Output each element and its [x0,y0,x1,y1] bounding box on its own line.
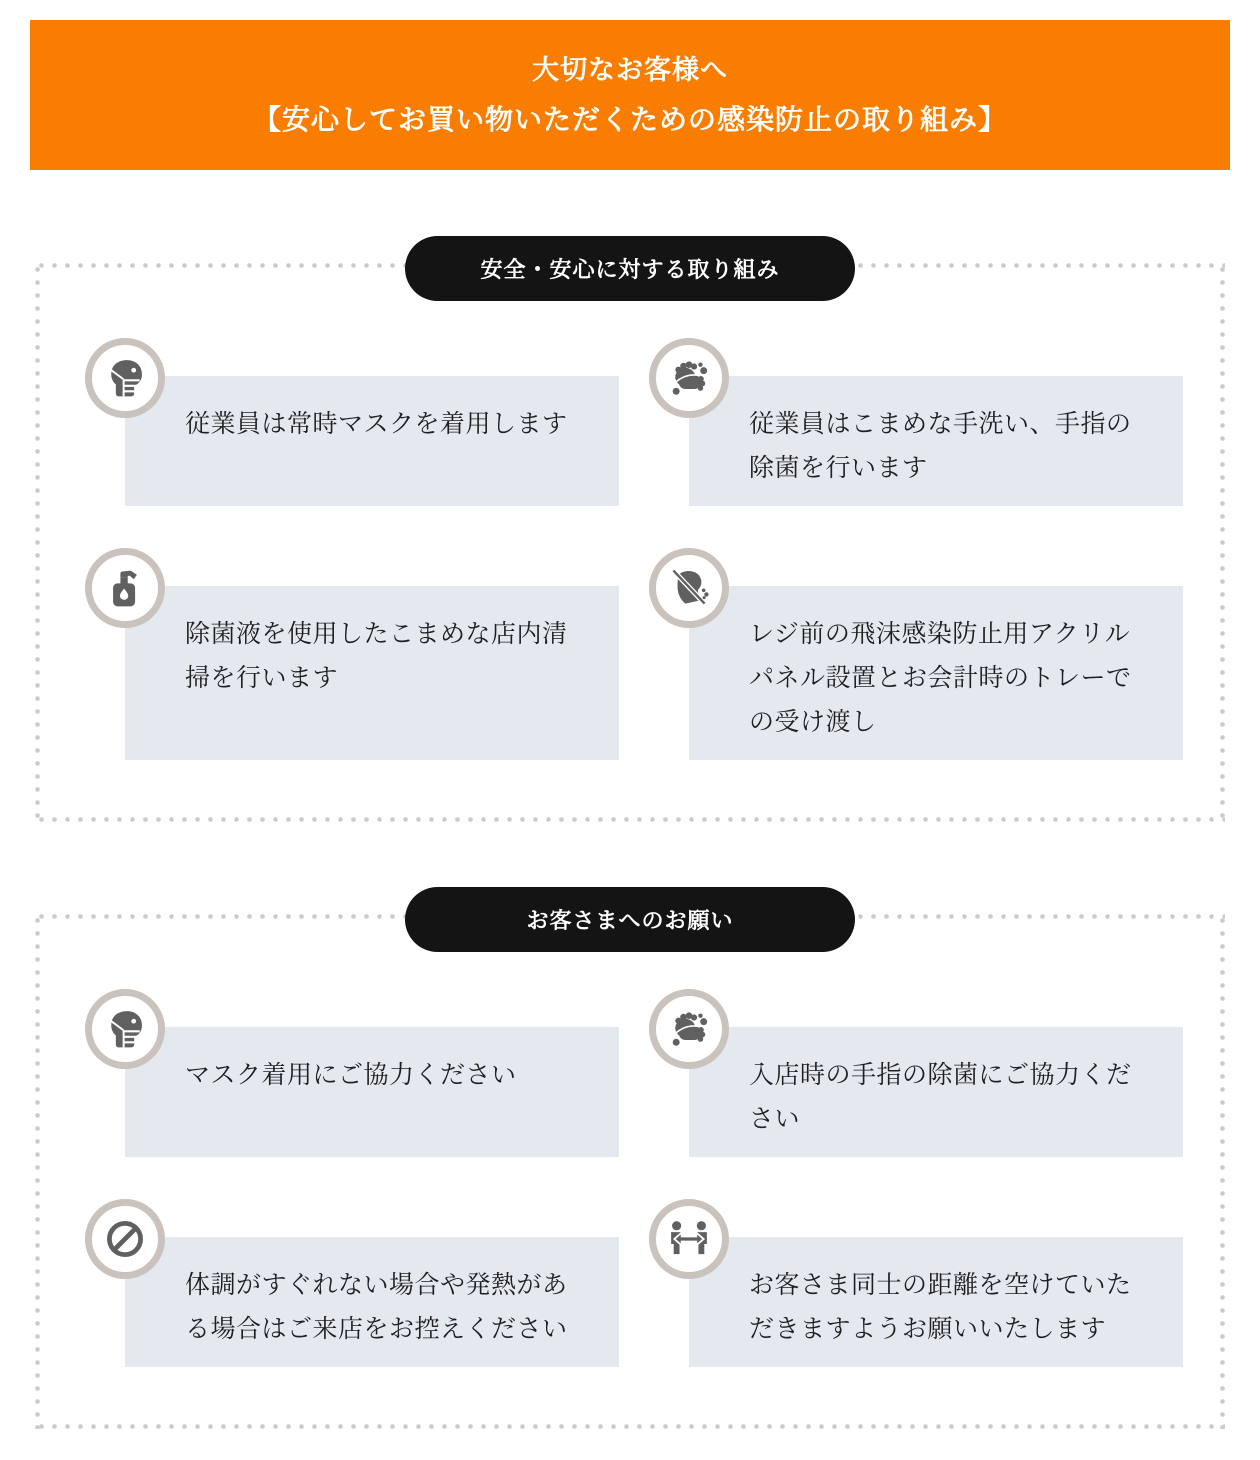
list-item [85,989,619,1157]
section-2 [35,908,1225,1429]
mask-icon [85,989,165,1069]
item-text: マスク着用にご協力ください [185,1061,517,1089]
item-text-bubble [689,1027,1183,1157]
header-banner [30,20,1230,170]
item-text: 従業員はこまめな手洗い、手指の除菌を行います [749,410,1132,482]
item-text: 入店時の手指の除菌にご協力ください [749,1061,1132,1133]
banner-title: 大切なお客様へ [532,55,728,85]
section-heading: 安全・安心に対する取り組み [480,257,780,282]
item-text-bubble [125,1237,619,1367]
item-text-bubble [125,376,619,506]
section-heading-pill [405,887,855,952]
item-text: 除菌液を使用したこまめな店内清掃を行います [185,620,568,692]
items-grid [85,989,1183,1367]
mask-icon [85,338,165,418]
item-text: 従業員は常時マスクを着用します [185,410,568,438]
items-grid [85,338,1183,760]
section-heading-pill [405,236,855,301]
item-text-bubble [689,586,1183,760]
section-1 [35,257,1225,822]
list-item [649,548,1183,760]
list-item [649,1199,1183,1367]
sanitizer-bottle-icon [85,548,165,628]
list-item [649,338,1183,506]
social-distance-icon [649,1199,729,1279]
hand-wash-icon [649,989,729,1069]
banner-subtitle: 【安心してお買い物いただくための感染防止の取り組み】 [252,104,1007,135]
hand-wash-icon [649,338,729,418]
list-item [649,989,1183,1157]
item-text-bubble [689,376,1183,506]
item-text: お客さま同士の距離を空けていただきますようお願いいたします [749,1271,1132,1343]
section-heading: お客さまへのお願い [526,908,734,933]
item-text: レジ前の飛沫感染防止用アクリルパネル設置とお会計時のトレーでの受け渡し [749,620,1132,736]
notice-page [0,20,1260,1460]
list-item [85,338,619,506]
sections-container [0,257,1260,1429]
list-item [85,1199,619,1367]
item-text-bubble [125,1027,619,1157]
item-text: 体調がすぐれない場合や発熱がある場合はご来店をお控えください [185,1271,568,1343]
item-text-bubble [689,1237,1183,1367]
item-text-bubble [125,586,619,760]
droplet-block-icon [649,548,729,628]
list-item [85,548,619,760]
no-entry-icon [85,1199,165,1279]
